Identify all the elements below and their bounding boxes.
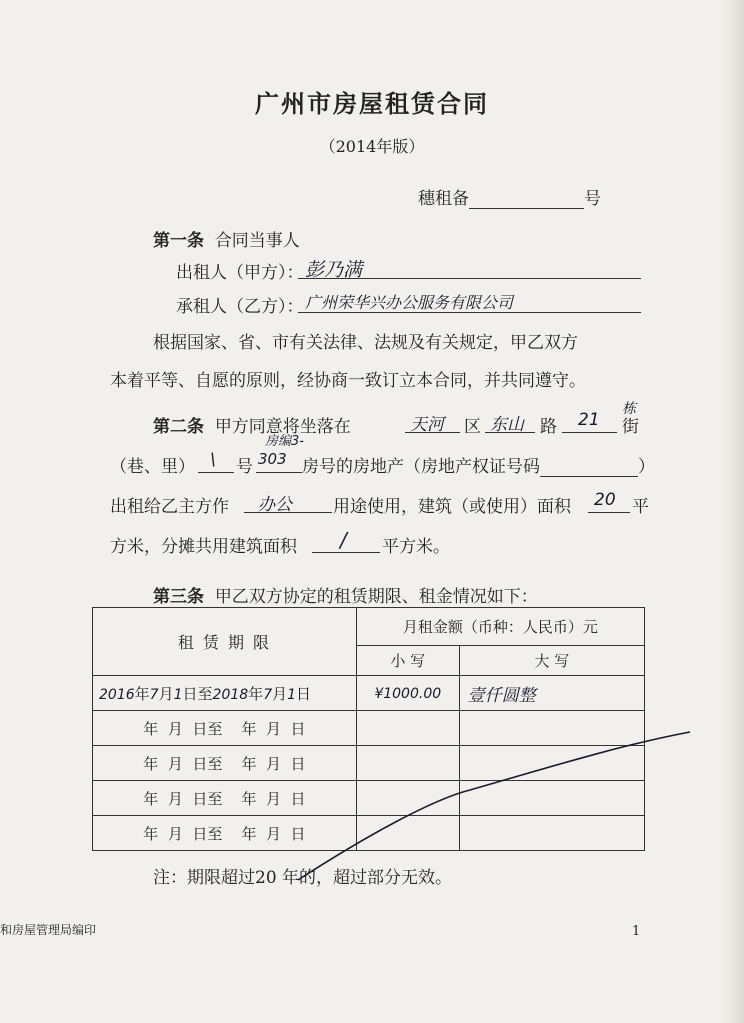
period-empty: 年 月 日至 年 月 日: [93, 816, 357, 851]
usage-label: 出租给乙主方作: [110, 497, 229, 517]
number-label: 号: [236, 457, 253, 477]
large-header: 大 写: [459, 646, 644, 676]
street-no-value: 21: [578, 410, 600, 430]
amount-large: 壹仟圆整: [459, 676, 644, 711]
lane-value: \: [210, 450, 216, 470]
room-value: 303: [258, 450, 287, 468]
cancel-stroke: [298, 732, 690, 880]
document-edition: （2014年版）: [319, 137, 425, 156]
shared-area-value: /: [340, 528, 347, 552]
page-number: 1: [632, 924, 641, 939]
lessor-name: 彭乃满: [305, 259, 363, 281]
publisher-footer: 和房屋管理局编印: [0, 923, 97, 937]
lessor-label: 出租人（甲方）：: [176, 263, 304, 283]
usage-value: 办公: [258, 495, 292, 515]
lane-label: （巷、里）: [110, 457, 195, 477]
period-filled: 2016年7月1日至2018年7月1日: [93, 676, 357, 711]
period-header: 租 赁 期 限: [93, 608, 357, 676]
article1-paragraph-line2: 本着平等、自愿的原则，经协商一致订立本合同，并共同遵守。: [110, 371, 586, 391]
reference-suffix: 号: [584, 189, 601, 209]
street-annotation: 栋: [622, 401, 636, 417]
small-header: 小 写: [356, 646, 459, 676]
article1-paragraph-line1: 根据国家、省、市有关法律、法规及有关规定，甲乙双方: [153, 333, 578, 353]
document-title: 广州市房屋租赁合同: [255, 90, 489, 118]
property-cert-label: 房号的房地产（房地产权证号码 ）: [302, 457, 655, 477]
road-label: 路: [540, 417, 557, 437]
amount-small: ¥1000.00: [356, 676, 459, 711]
article2-line1: 第二条 甲方同意将坐落在: [153, 417, 351, 437]
rent-amount-header: 月租金额（币种：人民币）元: [356, 608, 644, 646]
table-note: 注：期限超过20 年的，超过部分无效。: [153, 868, 453, 888]
lessee-label: 承租人（乙方）：: [176, 297, 304, 317]
shared-area-unit: 平方米。: [382, 537, 450, 557]
area-value: 20: [594, 490, 616, 510]
street-label: 街: [622, 417, 639, 437]
district-value: 天河: [410, 415, 444, 435]
reference-prefix: 穗租备: [418, 189, 469, 209]
period-empty: 年 月 日至 年 月 日: [93, 746, 357, 781]
district-label: 区: [464, 417, 481, 437]
room-annotation: 房编3-: [265, 434, 304, 449]
period-empty: 年 月 日至 年 月 日: [93, 711, 357, 746]
area-unit-start: 平: [632, 497, 649, 517]
road-value: 东山: [490, 415, 524, 435]
area-label: 用途使用，建筑（或使用）面积: [333, 497, 571, 517]
lessee-name: 广州荣华兴办公服务有限公司: [305, 293, 514, 312]
period-empty: 年 月 日至 年 月 日: [93, 781, 357, 816]
article1-heading: 第一条 合同当事人: [153, 231, 300, 251]
article3-heading: 第三条 甲乙双方协定的租赁期限、租金情况如下：: [153, 587, 538, 607]
shared-area-label: 方米，分摊共用建筑面积: [110, 537, 297, 557]
